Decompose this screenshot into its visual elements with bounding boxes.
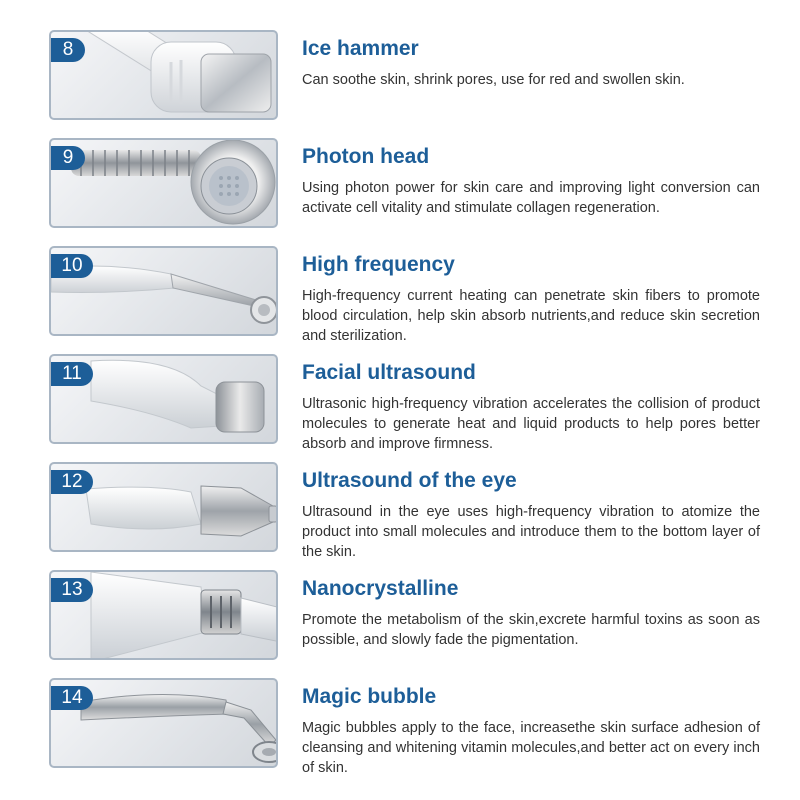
item-title: Magic bubble <box>302 685 437 708</box>
item-12 <box>0 462 800 558</box>
item-number-badge: 13 <box>51 578 93 602</box>
item-number-badge: 11 <box>51 362 93 386</box>
item-description: Using photon power for skin care and improving light conversion can activate cell vitality and stimulate collagen regeneration. <box>302 180 760 216</box>
item-title: Facial ultrasound <box>302 361 476 384</box>
item-image-ice-hammer <box>49 30 278 120</box>
item-title: Photon head <box>302 145 430 168</box>
item-image-magic-bubble <box>49 678 278 768</box>
item-9 <box>0 138 800 234</box>
item-description: Promote the metabolism of the skin,excrete harmful toxins as soon as possible, and slowly fade the pigmentation. <box>302 612 760 648</box>
item-title: High frequency <box>302 253 455 276</box>
item-11 <box>0 354 800 450</box>
item-description: Magic bubbles apply to the face, increasethe skin surface adhesion of cleansing and whitening vitamin molecules,and better act on every inch of skin. <box>302 720 760 776</box>
item-description: Ultrasound in the eye uses high-frequency vibration to atomize the product into small molecules and introduce them to the bottom layer of the skin. <box>302 504 760 560</box>
item-image-nanocrystalline <box>49 570 278 660</box>
item-number-badge: 9 <box>51 146 85 170</box>
item-8 <box>0 30 800 126</box>
item-description: High-frequency current heating can penetrate skin fibers to promote blood circulation, help skin absorb nutrients,and reduce skin secretion and sterilization. <box>302 288 760 344</box>
item-description: Ultrasonic high-frequency vibration accelerates the collision of product molecules to generate heat and liquid products to help pores better absorb and improve firmness. <box>302 396 760 452</box>
item-image-facial-ultrasound <box>49 354 278 444</box>
item-title: Nanocrystalline <box>302 577 459 600</box>
item-10 <box>0 246 800 342</box>
item-13 <box>0 570 800 666</box>
photon-head-tool-icon <box>51 140 278 228</box>
item-image-eye-ultrasound <box>49 462 278 552</box>
item-description: Can soothe skin, shrink pores, use for red and swollen skin. <box>302 72 685 88</box>
item-number-badge: 10 <box>51 254 93 278</box>
item-title: Ultrasound of the eye <box>302 469 517 492</box>
item-title: Ice hammer <box>302 37 419 60</box>
item-image-photon-head <box>49 138 278 228</box>
item-image-high-frequency <box>49 246 278 336</box>
item-number-badge: 8 <box>51 38 85 62</box>
item-number-badge: 12 <box>51 470 93 494</box>
ice-hammer-tool-icon <box>51 32 278 120</box>
item-number-badge: 14 <box>51 686 93 710</box>
item-14 <box>0 678 800 774</box>
